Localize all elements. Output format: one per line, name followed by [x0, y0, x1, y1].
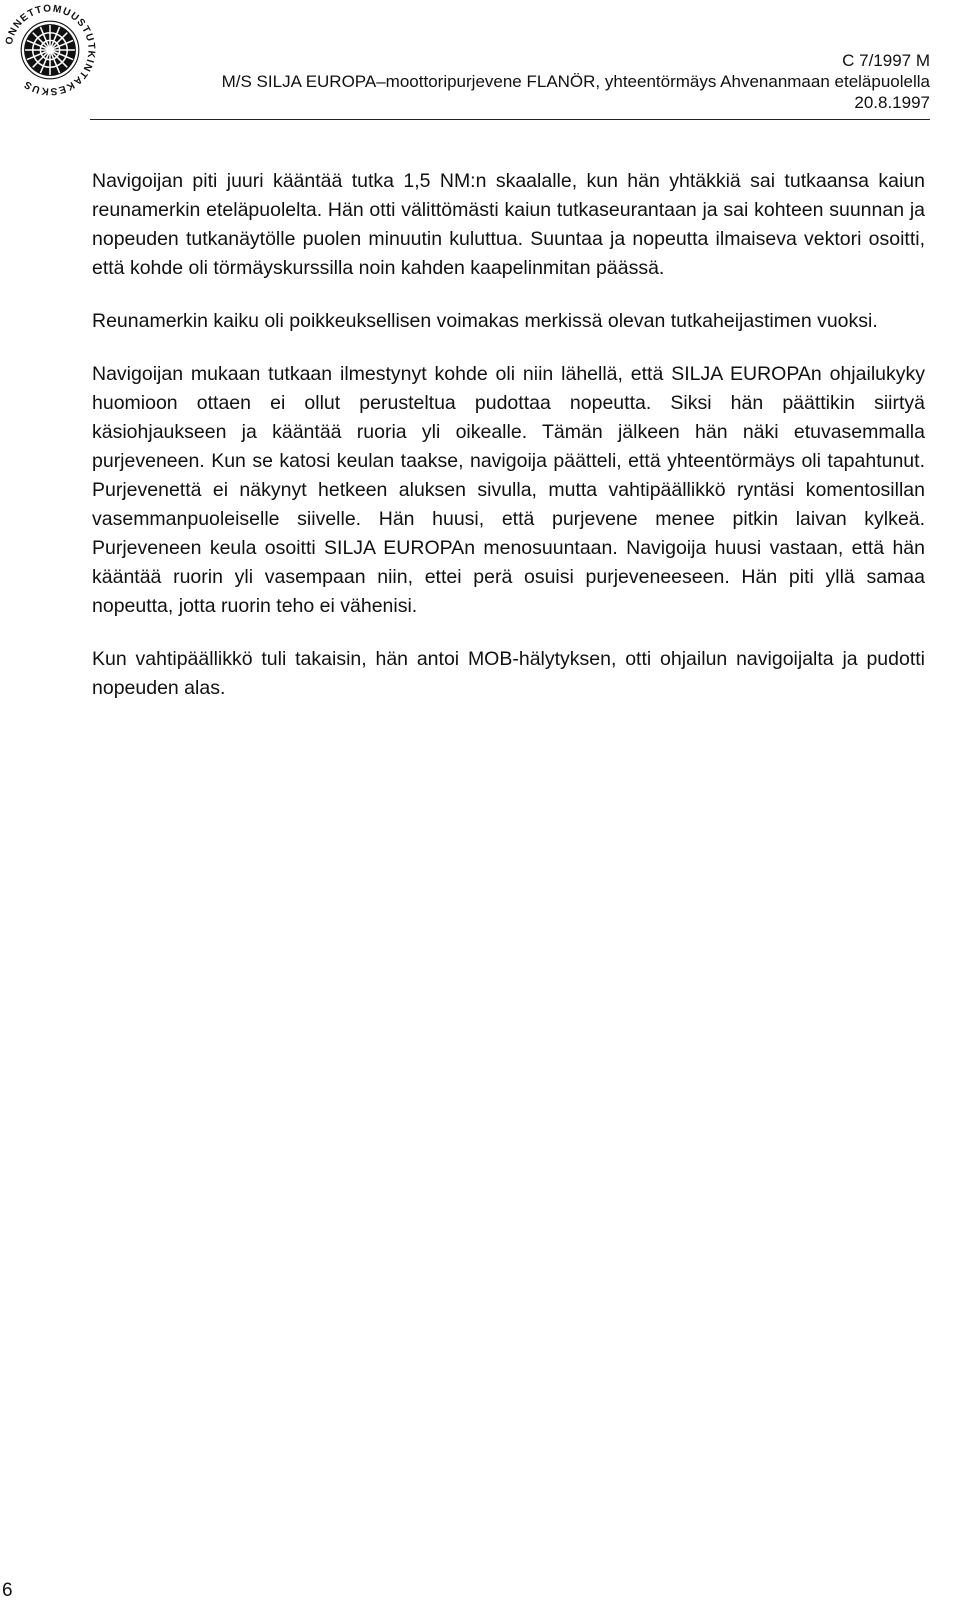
header-divider — [90, 119, 930, 120]
report-title: M/S SILJA EUROPA–moottoripurjevene FLANÖR, yhteentörmäys Ahvenanmaan eteläpuolella — [221, 72, 930, 91]
onnettomuustutkintakeskus-logo — [2, 2, 98, 98]
paragraph: Navigoijan piti juuri kääntää tutka 1,5 NM:n skaalalle, kun hän yhtäkkiä sai tutkaansa kaiun reunamerkin eteläpuolelta. Hän otti välittömästi kaiun tutkaseurantaan ja sai kohteen suunnan ja nopeuden tutkanäytölle puolen minuutin kuluttua. Suuntaa ja nopeutta ilmaiseva vektori osoitti, että kohde oli törmäyskurssilla noin kahden kaapelinmitan päässä. — [92, 170, 925, 279]
document-header — [222, 50, 930, 113]
report-body — [92, 167, 925, 727]
swirl-emblem-icon — [21, 21, 79, 79]
report-code: C 7/1997 M — [842, 51, 930, 70]
page-number: 6 — [2, 1580, 13, 1601]
report-date: 20.8.1997 — [854, 93, 930, 112]
paragraph: Kun vahtipäällikkö tuli takaisin, hän antoi MOB-hälytyksen, otti ohjailun navigoijalta ja pudotti nopeuden alas. — [92, 648, 925, 699]
paragraph: Reunamerkin kaiku oli poikkeuksellisen voimakas merkissä olevan tutkaheijastimen vuoksi. — [92, 310, 878, 332]
paragraph: Navigoijan mukaan tutkaan ilmestynyt kohde oli niin lähellä, että SILJA EUROPAn ohjailukyky huomioon ottaen ei ollut perusteltua pudottaa nopeutta. Siksi hän päättikin siirtyä käsiohjaukseen ja kääntää ruoria yli oikealle. Tämän jälkeen hän näki etuvasemmalla purjeveneen. Kun se katosi keulan taakse, navigoija päätteli, että yhteentörmäys oli tapahtunut. Purjevenettä ei näkynyt hetkeen aluksen sivulla, mutta vahtipäällikkö ryntäsi komentosillan vasemmanpuoleiselle siivelle. Hän huusi, että purjevene menee pitkin laivan kylkeä. Purjeveneen keula osoitti SILJA EUROPAn menosuuntaan. Navigoija huusi vastaan, että hän kääntää ruorin yli vasempaan niin, ettei perä osuisi purjeveneeseen. Hän piti yllä samaa nopeutta, jotta ruorin teho ei vähenisi. — [92, 363, 925, 617]
logo-ring-text: ONNETTOMUUSTUTKINTAKESKUS — [3, 3, 97, 97]
